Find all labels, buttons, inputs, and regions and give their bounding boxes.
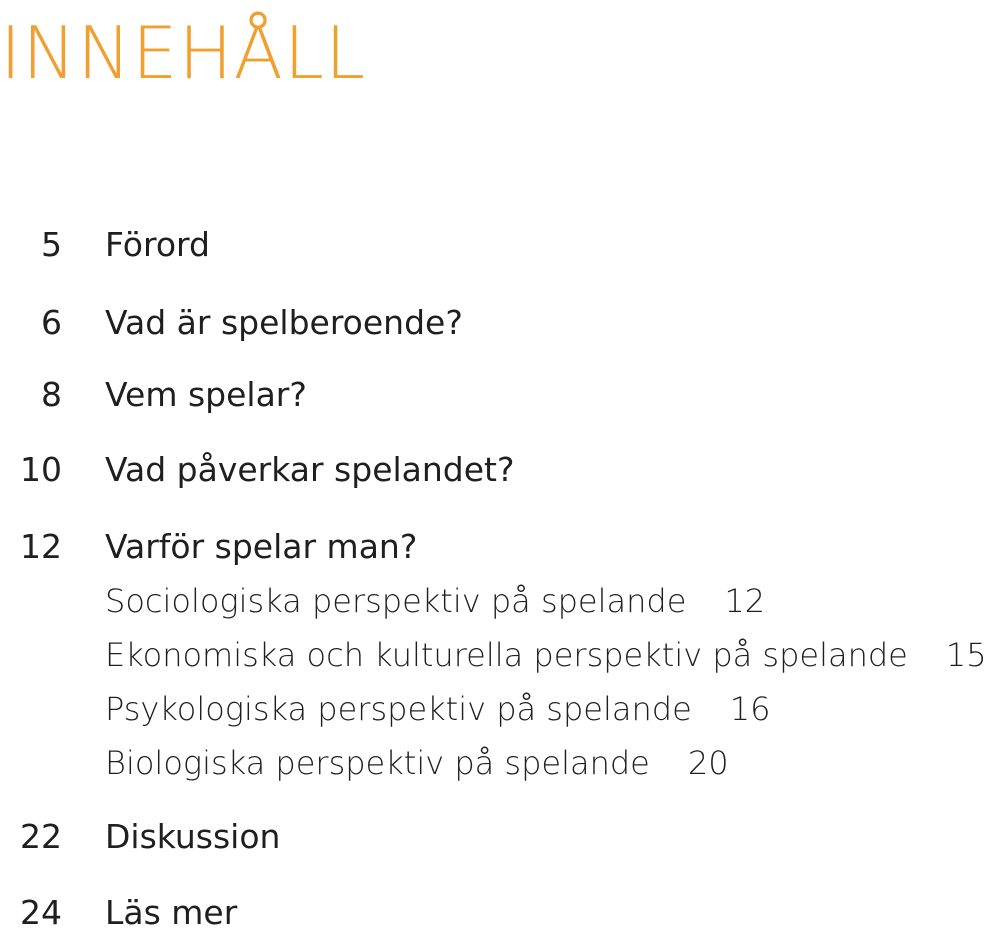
page-title: INNEHÅLL [0, 11, 367, 95]
toc-entry-vem-spelar[interactable] [0, 370, 960, 420]
toc-entry-label: Läs mer [105, 893, 238, 932]
toc-subentry-ekonomiska[interactable] [105, 632, 987, 678]
toc-entry-diskussion[interactable] [0, 812, 960, 862]
toc-subentry-page-number: 15 [945, 636, 987, 674]
toc-entry-forord[interactable] [0, 220, 960, 270]
toc-subentry-sociologiska[interactable] [105, 578, 765, 624]
toc-entry-label: Vem spelar? [105, 375, 307, 414]
toc-entry-las-mer[interactable] [0, 888, 960, 938]
toc-subentry-page-number: 20 [687, 744, 729, 782]
toc-entry-label: Vad påverkar spelandet? [105, 450, 515, 489]
toc-page-number: 12 [20, 527, 62, 566]
toc-subentry-label: Ekonomiska och kulturella perspektiv på spelande [105, 636, 908, 674]
toc-entry-varfor[interactable] [0, 522, 960, 572]
toc-page-number: 24 [20, 893, 62, 932]
toc-entry-spelberoende[interactable] [0, 298, 960, 348]
toc-subentry-page-number: 16 [729, 690, 771, 728]
toc-subentry-page-number: 12 [724, 582, 766, 620]
toc-subentry-label: Sociologiska perspektiv på spelande [105, 582, 687, 620]
toc-subentry-biologiska[interactable] [105, 740, 729, 786]
toc-entry-paverkar[interactable] [0, 445, 960, 495]
toc-page-number: 5 [41, 225, 62, 264]
toc-entry-label: Varför spelar man? [105, 527, 418, 566]
toc-page-number: 6 [41, 303, 62, 342]
toc-page-number: 8 [41, 375, 62, 414]
toc-entry-label: Förord [105, 225, 210, 264]
toc-subentry-label: Psykologiska perspektiv på spelande [105, 690, 692, 728]
toc-page-number: 10 [20, 450, 62, 489]
toc-entry-label: Diskussion [105, 817, 281, 856]
toc-subentry-psykologiska[interactable] [105, 686, 770, 732]
toc-subentry-label: Biologiska perspektiv på spelande [105, 744, 650, 782]
toc-entry-label: Vad är spelberoende? [105, 303, 463, 342]
toc-page-number: 22 [20, 817, 62, 856]
